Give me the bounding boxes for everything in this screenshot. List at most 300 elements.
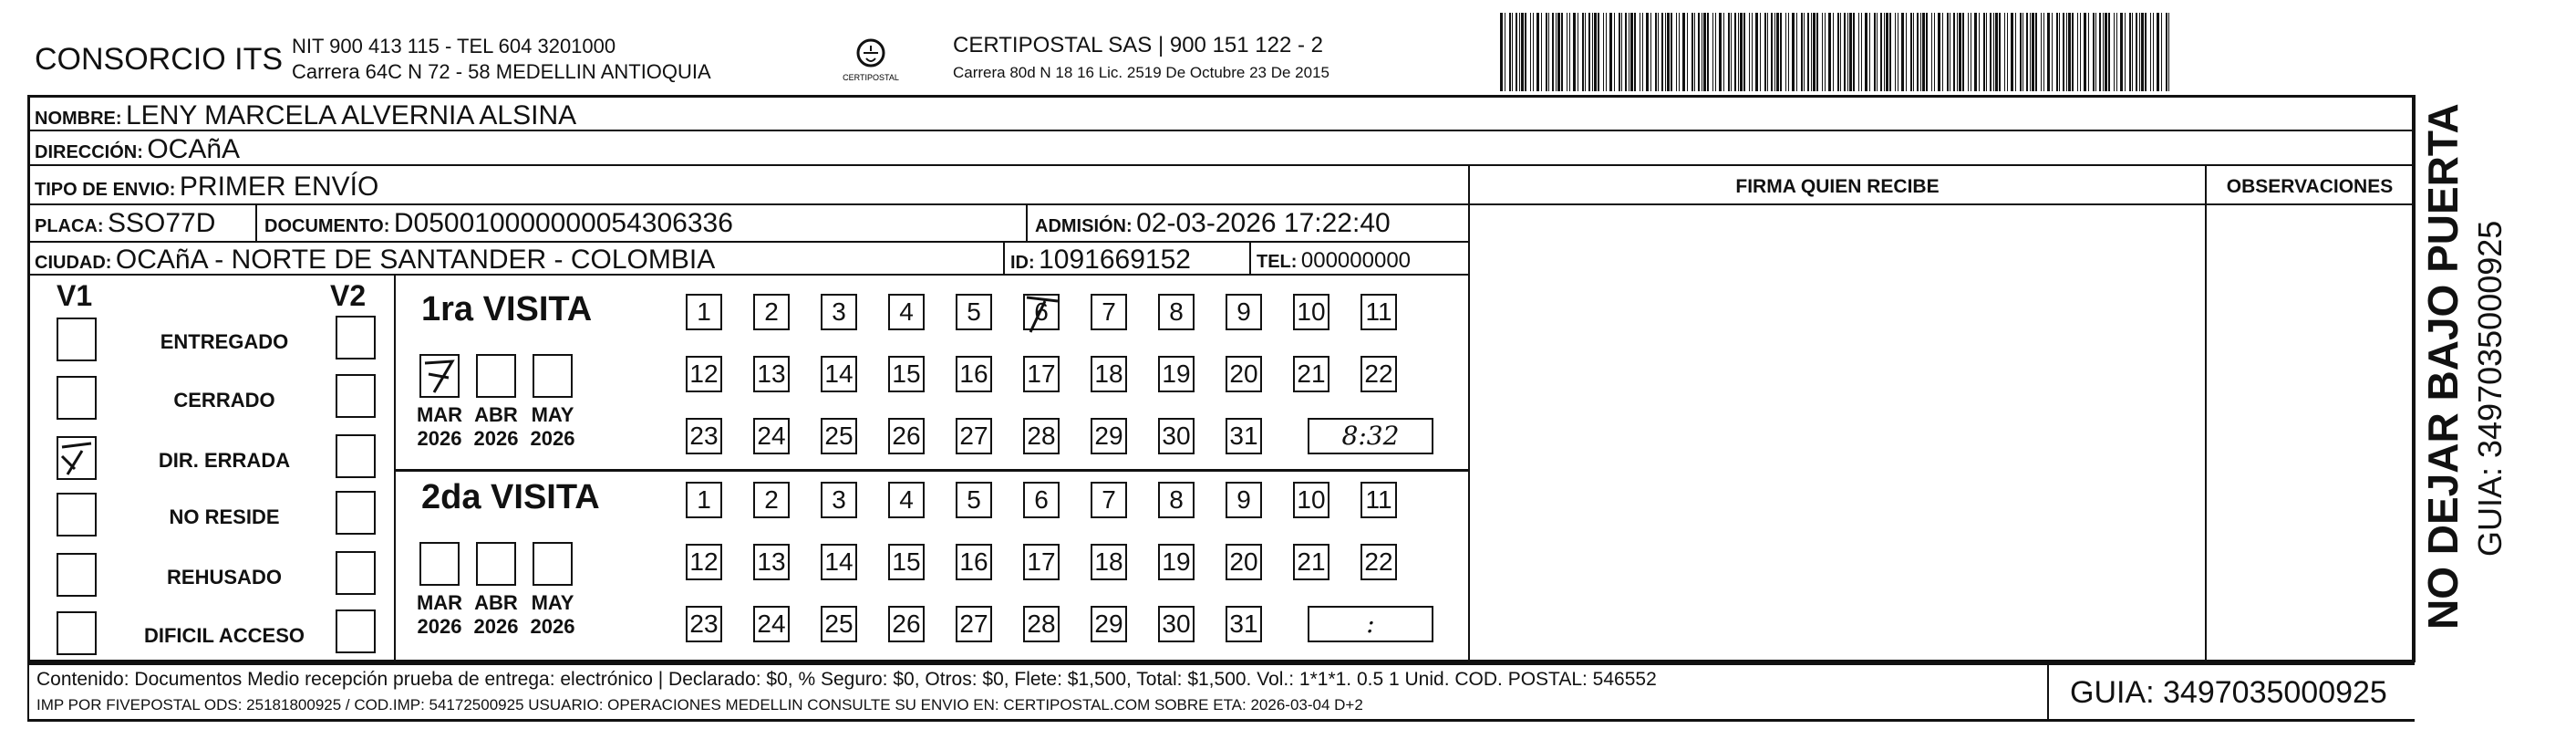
v2-checkbox[interactable] — [336, 609, 376, 653]
day-box[interactable]: 6 — [1023, 482, 1060, 518]
barcode-bar — [1755, 13, 1758, 91]
barcode-bar — [1569, 13, 1570, 91]
day-box[interactable]: 17 — [1023, 544, 1060, 580]
placa-row — [35, 208, 215, 239]
v2-checkbox[interactable] — [336, 316, 376, 359]
logo-icon — [830, 35, 912, 89]
barcode-bar — [1979, 13, 1980, 91]
barcode-bar — [1712, 13, 1713, 91]
month-checkbox[interactable] — [476, 354, 516, 398]
time-box[interactable]: 8:32 — [1308, 418, 1433, 454]
barcode-bar — [1573, 13, 1576, 91]
day-box[interactable]: 9 — [1226, 294, 1262, 330]
visit-title: 2da VISITA — [421, 478, 600, 516]
barcode-bar — [1931, 13, 1932, 91]
barcode-bar — [1983, 13, 1985, 91]
barcode-bar — [1687, 13, 1688, 91]
barcode-bar — [1953, 13, 1955, 91]
barcode-bar — [1598, 13, 1599, 91]
barcode-bar — [1889, 13, 1891, 91]
barcode-bar — [1865, 13, 1867, 91]
barcode-bar — [1728, 13, 1730, 91]
month-checkbox[interactable] — [533, 354, 573, 398]
day-box[interactable]: 22 — [1360, 356, 1397, 392]
v2-checkbox[interactable] — [336, 434, 376, 478]
barcode-bar — [1630, 13, 1633, 91]
barcode-bar — [1922, 13, 1925, 91]
barcode-bar — [2139, 13, 2140, 91]
day-box[interactable]: 26 — [888, 606, 925, 642]
barcode-bar — [1519, 13, 1520, 91]
v1-checkbox[interactable] — [57, 493, 97, 536]
barcode-bar — [1993, 13, 1994, 91]
barcode-bar — [1533, 13, 1534, 91]
day-box[interactable]: 10 — [1293, 294, 1329, 330]
day-box[interactable]: 7 — [1091, 294, 1127, 330]
barcode-bar — [1962, 13, 1964, 91]
barcode-bar — [1844, 13, 1846, 91]
day-box[interactable]: 15 — [888, 356, 925, 392]
day-box[interactable]: 4 — [888, 482, 925, 518]
day-box[interactable]: 31 — [1226, 606, 1262, 642]
barcode-bar — [1552, 13, 1554, 91]
barcode-bar — [1869, 13, 1870, 91]
barcode-bar — [1847, 13, 1848, 91]
ciudad-value: OCAñA - NORTE DE SANTANDER - COLOMBIA — [115, 245, 716, 275]
barcode-bar — [2020, 13, 2022, 91]
barcode-bar — [1740, 13, 1743, 91]
placa-value: SSO77D — [108, 208, 216, 238]
barcode-bar — [1785, 13, 1786, 91]
v1-checkbox[interactable] — [57, 611, 97, 655]
barcode-bar — [1816, 13, 1818, 91]
barcode-bar — [1788, 13, 1789, 91]
imp-text: IMP POR FIVEPOSTAL ODS: 25181800925 / COD.IMP: 54172500925 USUARIO: OPERACIONES MEDELLIN CONSULTE SU ENVIO EN: CERTIPOSTAL.COM SOBRE ETA: 2026-03-04 D+2 — [36, 696, 1363, 714]
day-box[interactable]: 12 — [686, 544, 722, 580]
barcode-bar — [1614, 13, 1615, 91]
barcode-bar — [2015, 13, 2016, 91]
barcode-bar — [1719, 13, 1722, 91]
day-box[interactable]: 24 — [753, 606, 790, 642]
barcode-bar — [1880, 13, 1882, 91]
day-box[interactable]: 8 — [1158, 294, 1195, 330]
barcode-bar — [1780, 13, 1782, 91]
barcode-bar — [1556, 13, 1557, 91]
barcode-bar — [2116, 13, 2117, 91]
month-checkbox[interactable] — [533, 542, 573, 586]
barcode-bar — [1910, 13, 1912, 91]
barcode-bar — [2136, 13, 2137, 91]
month-label — [471, 591, 522, 639]
barcode-bar — [1541, 13, 1542, 91]
barcode-bar — [1874, 13, 1876, 91]
barcode-bar — [1731, 13, 1732, 91]
barcode-bar — [1546, 13, 1547, 91]
barcode-bar — [2150, 13, 2151, 91]
day-box[interactable]: 7 — [1091, 482, 1127, 518]
status-label: REHUSADO — [167, 566, 282, 589]
barcode-bar — [1723, 13, 1724, 91]
v2-checkbox[interactable] — [336, 374, 376, 418]
day-box[interactable]: 3 — [821, 294, 857, 330]
barcode — [1500, 13, 2175, 91]
barcode-bar — [1804, 13, 1805, 91]
barcode-bar — [1840, 13, 1841, 91]
day-box[interactable]: 10 — [1293, 482, 1329, 518]
day-box[interactable]: 16 — [956, 544, 992, 580]
barcode-bar — [1703, 13, 1706, 91]
logo-text: CERTIPOSTAL — [843, 73, 899, 82]
barcode-bar — [1825, 13, 1826, 91]
barcode-bar — [2105, 13, 2107, 91]
firma-label: FIRMA QUIEN RECIBE — [1735, 176, 1940, 197]
barcode-bar — [1667, 13, 1670, 91]
v2-checkbox[interactable] — [336, 551, 376, 595]
carrier-address: Carrera 80d N 18 16 Lic. 2519 De Octubre 23 De 2015 — [953, 64, 1329, 81]
barcode-bar — [1886, 13, 1888, 91]
day-box[interactable]: 13 — [753, 356, 790, 392]
month-name: MAR — [416, 403, 463, 426]
month-checkbox[interactable] — [476, 542, 516, 586]
month-year: 2026 — [530, 615, 575, 638]
barcode-bar — [2132, 13, 2133, 91]
barcode-bar — [2161, 13, 2162, 91]
barcode-bar — [1853, 13, 1855, 91]
day-box[interactable]: 8 — [1158, 482, 1195, 518]
day-box[interactable]: 27 — [956, 606, 992, 642]
barcode-bar — [2080, 13, 2081, 91]
month-year: 2026 — [473, 615, 519, 638]
barcode-bar — [1525, 13, 1526, 91]
barcode-bar — [1642, 13, 1643, 91]
month-checkbox[interactable] — [419, 542, 460, 586]
barcode-bar — [1500, 13, 1503, 91]
day-box[interactable]: 5 — [956, 294, 992, 330]
barcode-bar — [1715, 13, 1716, 91]
tipo-row — [35, 172, 378, 203]
barcode-bar — [1920, 13, 1921, 91]
barcode-bar — [2011, 13, 2013, 91]
documento-label: DOCUMENTO: — [264, 216, 390, 236]
month-label — [527, 403, 578, 451]
barcode-bar — [2004, 13, 2005, 91]
month-label — [471, 403, 522, 451]
v1-checkbox[interactable] — [57, 318, 97, 361]
barcode-bar — [1588, 13, 1590, 91]
day-box[interactable]: 13 — [753, 544, 790, 580]
barcode-bar — [1694, 13, 1695, 91]
barcode-bar — [1625, 13, 1627, 91]
barcode-bar — [1934, 13, 1935, 91]
barcode-bar — [1959, 13, 1961, 91]
barcode-bar — [2168, 13, 2169, 91]
barcode-bar — [1609, 13, 1612, 91]
barcode-bar — [1858, 13, 1859, 91]
month-label — [414, 403, 465, 451]
barcode-bar — [1752, 13, 1753, 91]
month-year: 2026 — [417, 615, 462, 638]
barcode-bar — [2166, 13, 2167, 91]
direccion-row — [35, 134, 240, 165]
day-box[interactable]: 19 — [1158, 356, 1195, 392]
barcode-bar — [2047, 13, 2050, 91]
barcode-bar — [2129, 13, 2131, 91]
day-box[interactable]: 31 — [1226, 418, 1262, 454]
barcode-bar — [1512, 13, 1513, 91]
barcode-bar — [1801, 13, 1803, 91]
observaciones-label: OBSERVACIONES — [2226, 176, 2394, 197]
v1-checkbox[interactable] — [57, 436, 97, 480]
barcode-bar — [1833, 13, 1834, 91]
barcode-bar — [1634, 13, 1636, 91]
admision-row — [1035, 208, 1391, 239]
barcode-bar — [2007, 13, 2008, 91]
day-box[interactable]: 1 — [686, 482, 722, 518]
day-box[interactable]: 18 — [1091, 356, 1127, 392]
day-box[interactable]: 19 — [1158, 544, 1195, 580]
day-box[interactable]: 25 — [821, 606, 857, 642]
month-name: ABR — [474, 403, 518, 426]
day-box[interactable]: 11 — [1360, 482, 1397, 518]
barcode-bar — [1913, 13, 1914, 91]
status-label: DIFICIL ACCESO — [143, 624, 305, 647]
barcode-bar — [1738, 13, 1739, 91]
barcode-bar — [2035, 13, 2037, 91]
barcode-bar — [2059, 13, 2060, 91]
contenido-text: Contenido: Documentos Medio recepción prueba de entrega: electrónico | Declarado: $0, % Seguro: $0, Otros: $0, Flete: $1,500, Total: $1,500. Vol.: 1*1*1. 0.5 1 Unid. COD. POSTAL: 546552 — [36, 669, 1657, 690]
barcode-bar — [1813, 13, 1816, 91]
month-label — [527, 591, 578, 639]
day-box[interactable]: 12 — [686, 356, 722, 392]
id-row — [1010, 245, 1191, 276]
barcode-bar — [2095, 13, 2096, 91]
barcode-bar — [1771, 13, 1773, 91]
barcode-bar — [2145, 13, 2147, 91]
day-box[interactable]: 3 — [821, 482, 857, 518]
barcode-bar — [2030, 13, 2031, 91]
day-box[interactable]: 9 — [1226, 482, 1262, 518]
day-box[interactable]: 23 — [686, 418, 722, 454]
barcode-bar — [1776, 13, 1779, 91]
time-box[interactable]: : — [1308, 606, 1433, 642]
month-name: MAR — [416, 591, 463, 614]
barcode-bar — [2108, 13, 2110, 91]
barcode-bar — [1691, 13, 1693, 91]
barcode-bar — [1557, 13, 1560, 91]
barcode-bar — [1792, 13, 1795, 91]
carrier-line: CERTIPOSTAL SAS | 900 151 122 - 2 — [953, 33, 1323, 57]
day-box[interactable]: 14 — [821, 544, 857, 580]
barcode-bar — [1509, 13, 1511, 91]
direccion-label: DIRECCIÓN: — [35, 142, 143, 162]
day-box[interactable]: 30 — [1158, 606, 1195, 642]
day-box[interactable]: 30 — [1158, 418, 1195, 454]
barcode-bar — [2093, 13, 2095, 91]
nombre-value: LENY MARCELA ALVERNIA ALSINA — [126, 100, 577, 130]
visit-title: 1ra VISITA — [421, 290, 593, 328]
admision-value: 02-03-2026 17:22:40 — [1136, 208, 1391, 238]
status-label: ENTREGADO — [160, 330, 289, 353]
guia-box: GUIA: 3497035000925 — [2070, 675, 2387, 710]
day-box[interactable]: 4 — [888, 294, 925, 330]
barcode-bar — [1796, 13, 1797, 91]
barcode-bar — [1749, 13, 1750, 91]
day-box[interactable]: 2 — [753, 294, 790, 330]
day-box[interactable]: 29 — [1091, 606, 1127, 642]
id-label: ID: — [1010, 253, 1035, 273]
barcode-bar — [1917, 13, 1919, 91]
v1-checkbox[interactable] — [57, 553, 97, 597]
barcode-bar — [2088, 13, 2089, 91]
barcode-bar — [1774, 13, 1775, 91]
day-box[interactable]: 14 — [821, 356, 857, 392]
barcode-bar — [1901, 13, 1904, 91]
barcode-bar — [1536, 13, 1539, 91]
day-box[interactable]: 1 — [686, 294, 722, 330]
day-box[interactable]: 28 — [1023, 418, 1060, 454]
day-box[interactable]: 24 — [753, 418, 790, 454]
month-checkbox[interactable] — [419, 354, 460, 398]
barcode-bar — [1861, 13, 1862, 91]
barcode-bar — [2026, 13, 2028, 91]
barcode-bar — [1849, 13, 1852, 91]
month-name: MAY — [531, 591, 574, 614]
barcode-bar — [2063, 13, 2064, 91]
barcode-bar — [1606, 13, 1607, 91]
nit-line: NIT 900 413 115 - TEL 604 3201000 — [292, 35, 616, 57]
barcode-bar — [1619, 13, 1620, 91]
barcode-bar — [1743, 13, 1745, 91]
status-label: DIR. ERRADA — [158, 449, 291, 472]
admision-label: ADMISIÓN: — [1035, 216, 1133, 236]
barcode-bar — [1990, 13, 1991, 91]
tipo-label: TIPO DE ENVIO: — [35, 180, 176, 200]
barcode-bar — [1828, 13, 1831, 91]
barcode-bar — [2068, 13, 2071, 91]
barcode-bar — [1521, 13, 1524, 91]
day-box[interactable]: 16 — [956, 356, 992, 392]
day-box[interactable]: 22 — [1360, 544, 1397, 580]
barcode-bar — [2052, 13, 2053, 91]
barcode-bar — [2120, 13, 2123, 91]
v1-label: V1 — [57, 279, 93, 312]
ciudad-label: CIUDAD: — [35, 253, 112, 273]
company-address: Carrera 64C N 72 - 58 MEDELLIN ANTIOQUIA — [292, 60, 711, 83]
barcode-bar — [1621, 13, 1622, 91]
side-guia-text: GUIA: 3497035000925 — [2471, 220, 2509, 557]
barcode-bar — [1957, 13, 1958, 91]
documento-value: D050010000000054306336 — [393, 208, 733, 238]
barcode-bar — [2056, 13, 2058, 91]
barcode-bar — [1947, 13, 1949, 91]
placa-label: PLACA: — [35, 216, 104, 236]
barcode-bar — [1603, 13, 1604, 91]
barcode-bar — [1995, 13, 1998, 91]
barcode-bar — [1926, 13, 1928, 91]
day-box[interactable]: 6 — [1023, 294, 1060, 330]
tel-label: TEL: — [1257, 252, 1298, 272]
day-box[interactable]: 17 — [1023, 356, 1060, 392]
day-box[interactable]: 2 — [753, 482, 790, 518]
barcode-bar — [1682, 13, 1685, 91]
day-box[interactable]: 18 — [1091, 544, 1127, 580]
barcode-bar — [1974, 13, 1977, 91]
day-box[interactable]: 20 — [1226, 356, 1262, 392]
barcode-bar — [1548, 13, 1549, 91]
barcode-bar — [1650, 13, 1651, 91]
barcode-bar — [1646, 13, 1649, 91]
direccion-value: OCAñA — [147, 134, 241, 164]
barcode-bar — [2114, 13, 2115, 91]
day-box[interactable]: 29 — [1091, 418, 1127, 454]
barcode-bar — [1938, 13, 1940, 91]
barcode-bar — [1707, 13, 1709, 91]
v1-checkbox[interactable] — [57, 376, 97, 420]
day-box[interactable]: 25 — [821, 418, 857, 454]
barcode-bar — [1877, 13, 1878, 91]
day-box[interactable]: 20 — [1226, 544, 1262, 580]
barcode-bar — [1658, 13, 1659, 91]
status-label: NO RESIDE — [169, 505, 280, 528]
barcode-bar — [1767, 13, 1768, 91]
day-box[interactable]: 11 — [1360, 294, 1397, 330]
barcode-bar — [2157, 13, 2159, 91]
month-year: 2026 — [473, 427, 519, 450]
company-name: CONSORCIO ITS — [35, 42, 284, 77]
barcode-bar — [2077, 13, 2078, 91]
barcode-bar — [2043, 13, 2044, 91]
barcode-bar — [1530, 13, 1531, 91]
v2-checkbox[interactable] — [336, 491, 376, 535]
barcode-bar — [2066, 13, 2067, 91]
tel-value: 000000000 — [1300, 248, 1412, 273]
month-year: 2026 — [417, 427, 462, 450]
day-box[interactable]: 23 — [686, 606, 722, 642]
month-name: MAY — [531, 403, 574, 426]
barcode-bar — [1807, 13, 1809, 91]
no-dejar-text: NO DEJAR BAJO PUERTA — [2419, 103, 2467, 630]
certipostal-logo — [830, 35, 912, 89]
barcode-bar — [1999, 13, 2001, 91]
day-box[interactable]: 5 — [956, 482, 992, 518]
barcode-bar — [1582, 13, 1584, 91]
day-box[interactable]: 27 — [956, 418, 992, 454]
day-box[interactable]: 21 — [1293, 356, 1329, 392]
documento-row — [264, 208, 733, 239]
day-box[interactable]: 26 — [888, 418, 925, 454]
barcode-bar — [1986, 13, 1987, 91]
barcode-bar — [1698, 13, 1700, 91]
day-box[interactable]: 15 — [888, 544, 925, 580]
barcode-bar — [2099, 13, 2101, 91]
id-value: 1091669152 — [1039, 245, 1191, 275]
barcode-bar — [1676, 13, 1677, 91]
barcode-bar — [1942, 13, 1943, 91]
barcode-bar — [1760, 13, 1761, 91]
barcode-bar — [1764, 13, 1766, 91]
barcode-bar — [1561, 13, 1563, 91]
barcode-bar — [1671, 13, 1672, 91]
barcode-bar — [1906, 13, 1907, 91]
barcode-bar — [1822, 13, 1823, 91]
barcode-bar — [2141, 13, 2144, 91]
v2-label: V2 — [330, 279, 367, 312]
barcode-bar — [1884, 13, 1885, 91]
day-box[interactable]: 21 — [1293, 544, 1329, 580]
ciudad-row — [35, 245, 715, 276]
barcode-bar — [2103, 13, 2104, 91]
day-box[interactable]: 28 — [1023, 606, 1060, 642]
